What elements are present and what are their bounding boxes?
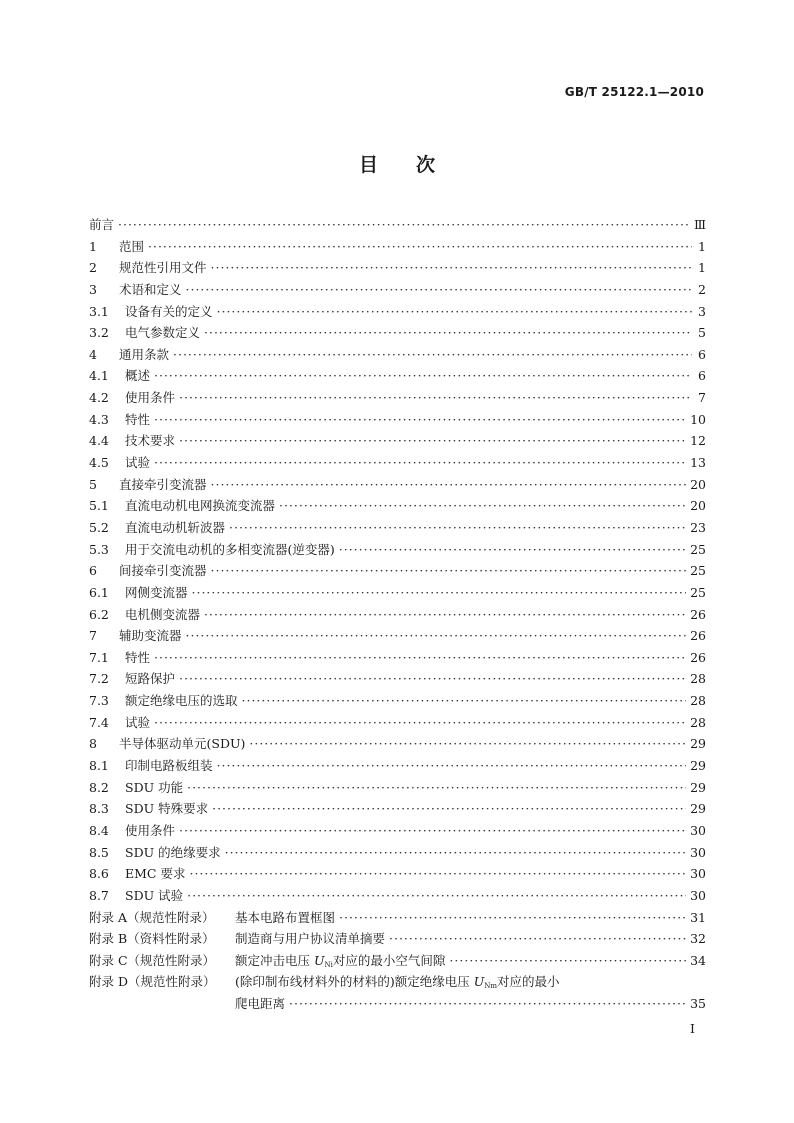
toc-entry[interactable]	[89, 712, 706, 734]
dot-leader	[187, 885, 686, 907]
appendix-page: 35	[690, 996, 706, 1012]
toc-entry-label: 前言	[89, 217, 115, 232]
toc-entry-label: 直接牵引变流器	[119, 476, 207, 492]
toc-entry-page: 25	[690, 584, 706, 600]
appendix-label-text: 对应的最小空气间隙	[332, 952, 446, 968]
toc-entry[interactable]	[89, 733, 706, 755]
dot-leader	[154, 647, 686, 669]
dot-leader	[279, 495, 686, 517]
appendix-page: 32	[690, 931, 706, 947]
toc-entry-page: 29	[690, 736, 706, 752]
appendix-label	[235, 971, 560, 993]
toc-entry-page: 10	[690, 411, 706, 427]
toc-entry-number: 7.4	[89, 714, 109, 730]
toc-entry-page: 12	[690, 433, 706, 449]
toc-entry-number: 8.4	[89, 822, 109, 838]
dot-leader	[179, 430, 686, 452]
toc-entry-label: EMC 要求	[125, 866, 186, 882]
toc-entry-page: 26	[690, 628, 706, 644]
toc-entry[interactable]	[89, 452, 706, 474]
toc-entry[interactable]	[89, 820, 706, 842]
toc-entry[interactable]	[89, 279, 706, 301]
toc-entry-number: 2	[89, 260, 97, 276]
voltage-subscript: Ni	[324, 960, 333, 969]
toc-entry-label: 半导体驱动单元(SDU)	[119, 736, 246, 752]
toc-entry-page: 3	[698, 303, 706, 319]
toc-entry-number: 6.2	[89, 606, 109, 622]
dot-leader	[173, 344, 692, 366]
toc-entry-number: 3.1	[89, 303, 109, 319]
toc-entry-page: 25	[690, 563, 706, 579]
toc-entry[interactable]	[89, 322, 706, 344]
toc-entry-label: 概述	[125, 368, 151, 384]
dot-leader	[212, 798, 686, 820]
toc-entry-number: 7.3	[89, 693, 109, 709]
dot-leader	[154, 712, 686, 734]
toc-entry[interactable]	[89, 301, 706, 323]
dot-leader	[154, 409, 686, 431]
toc-entry[interactable]	[89, 625, 706, 647]
dot-leader	[449, 950, 686, 972]
toc-entry[interactable]	[89, 387, 706, 409]
toc-entry[interactable]	[89, 344, 706, 366]
appendix-page: 31	[690, 909, 706, 925]
dot-leader	[229, 517, 686, 539]
toc-entry[interactable]	[89, 777, 706, 799]
page-number: I	[690, 1021, 695, 1036]
toc-entry-label: 规范性引用文件	[119, 260, 207, 276]
dot-leader	[148, 236, 692, 258]
toc-entry-page: 29	[690, 801, 706, 817]
toc-entry-page: 20	[690, 498, 706, 514]
dot-leader	[249, 733, 686, 755]
toc-entry-number: 8.3	[89, 801, 109, 817]
toc-entry[interactable]	[89, 863, 706, 885]
toc-entry-label: 特性	[125, 411, 151, 427]
dot-leader	[118, 214, 690, 236]
toc-entry-label: 直流电动机斩波器	[125, 519, 226, 535]
toc-entry-label: 电机侧变流器	[125, 606, 201, 622]
toc-entry[interactable]	[89, 430, 706, 452]
appendix-number: 附录 A（规范性附录）	[89, 909, 215, 925]
toc-entry-label: 通用条款	[119, 346, 170, 362]
toc-entry-label: 印制电路板组装	[125, 758, 213, 774]
voltage-symbol: U	[473, 974, 485, 990]
toc-entry[interactable]	[89, 647, 706, 669]
toc-entry[interactable]	[89, 214, 706, 236]
dot-leader	[339, 539, 686, 561]
toc-entry-page: 26	[690, 606, 706, 622]
toc-entry-label: 短路保护	[125, 671, 176, 687]
appendix-label: 制造商与用户协议清单摘要	[235, 931, 386, 947]
voltage-subscript: Nm	[484, 982, 498, 991]
dot-leader	[217, 755, 687, 777]
dot-leader	[289, 993, 686, 1015]
toc-entry-number: 4.5	[89, 455, 109, 471]
toc-entry-number: 5.1	[89, 498, 109, 514]
appendix-label: 基本电路布置框图	[235, 909, 336, 925]
dot-leader	[211, 560, 687, 582]
toc-entry-number: 3.2	[89, 325, 109, 341]
appendix-number: 附录 D（规范性附录）	[89, 974, 216, 990]
standard-number: GB/T 25122.1—2010	[564, 85, 704, 99]
dot-leader	[186, 279, 692, 301]
dot-leader	[204, 322, 692, 344]
toc-entry-number: 8	[89, 736, 97, 752]
appendix-number: 附录 C（规范性附录）	[89, 952, 216, 968]
toc-entry-label: 辅助变流器	[119, 628, 182, 644]
toc-entry-label: 术语和定义	[119, 281, 182, 297]
toc-entry-page: 28	[690, 693, 706, 709]
toc-entry-page: 13	[690, 455, 706, 471]
toc-entry-page: 1	[698, 238, 706, 254]
appendix-label	[235, 950, 445, 972]
toc-entry-label: 特性	[125, 649, 151, 665]
toc-entry-page: Ⅲ	[693, 217, 706, 232]
dot-leader	[339, 907, 686, 929]
toc-entry[interactable]	[89, 236, 706, 258]
toc-entry-number: 6	[89, 563, 97, 579]
toc-entry-number: 6.1	[89, 584, 109, 600]
toc-entry-number: 7.1	[89, 649, 109, 665]
toc-entry-page: 30	[690, 887, 706, 903]
toc-entry-number: 7	[89, 628, 97, 644]
page-title: 目次	[358, 154, 473, 176]
toc-entry[interactable]	[89, 495, 706, 517]
toc-entry-page: 28	[690, 671, 706, 687]
toc-entry-label: SDU 试验	[125, 887, 184, 903]
toc-entry-label: 网侧变流器	[125, 584, 188, 600]
dot-leader	[211, 257, 692, 279]
appendix-label-continuation: 爬电距离	[235, 996, 286, 1012]
dot-leader	[187, 777, 686, 799]
toc-entry-number: 8.5	[89, 844, 109, 860]
toc-entry-page: 23	[690, 519, 706, 535]
toc-entry-page: 30	[690, 822, 706, 838]
dot-leader	[154, 452, 686, 474]
toc-entry-label: 技术要求	[125, 433, 176, 449]
dot-leader	[189, 863, 686, 885]
toc-entry-label: 用于交流电动机的多相变流器(逆变器)	[125, 541, 335, 557]
toc-entry[interactable]	[89, 257, 706, 279]
toc-entry-number: 8.6	[89, 866, 109, 882]
toc-entry-number: 5.3	[89, 541, 109, 557]
toc-entry[interactable]	[89, 582, 706, 604]
dot-leader	[179, 820, 686, 842]
dot-leader	[154, 365, 692, 387]
toc-entry[interactable]	[89, 668, 706, 690]
toc-entry-label: 使用条件	[125, 822, 176, 838]
toc-entry[interactable]	[89, 517, 706, 539]
toc-entry-page: 29	[690, 779, 706, 795]
toc-entry-label: 试验	[125, 714, 151, 730]
toc-entry-page: 2	[698, 281, 706, 297]
toc-entry-label: 间接牵引变流器	[119, 563, 207, 579]
toc-entry[interactable]	[89, 885, 706, 907]
toc-entry-number: 8.2	[89, 779, 109, 795]
dot-leader	[211, 474, 687, 496]
toc-entry-label: 电气参数定义	[125, 325, 201, 341]
toc-appendix-entry[interactable]	[89, 950, 706, 972]
toc-entry-number: 1	[89, 238, 97, 254]
toc-entry-page: 29	[690, 758, 706, 774]
toc-entry-label: 额定绝缘电压的选取	[125, 693, 238, 709]
appendix-label-text: (除印制布线材料外的材料的)额定绝缘电压	[235, 974, 474, 990]
dot-leader	[389, 928, 686, 950]
dot-leader	[242, 690, 687, 712]
appendix-number: 附录 B（资料性附录）	[89, 931, 215, 947]
toc-entry-page: 30	[690, 866, 706, 882]
toc-entry-page: 5	[698, 325, 706, 341]
toc-entry-page: 1	[698, 260, 706, 276]
toc-entry[interactable]	[89, 755, 706, 777]
toc-entry-label: SDU 功能	[125, 779, 184, 795]
toc-entry-page: 30	[690, 844, 706, 860]
toc-entry-label: SDU 特殊要求	[125, 801, 209, 817]
toc-appendix-entry[interactable]	[89, 928, 706, 950]
toc-entry-number: 8.7	[89, 887, 109, 903]
dot-leader	[179, 387, 692, 409]
dot-leader	[179, 668, 686, 690]
toc-entry[interactable]	[89, 409, 706, 431]
toc-entry-number: 4.3	[89, 411, 109, 427]
table-of-contents	[89, 214, 706, 1015]
toc-entry[interactable]	[89, 842, 706, 864]
toc-entry-page: 6	[698, 346, 706, 362]
toc-appendix-continuation[interactable]	[89, 993, 706, 1015]
toc-entry-label: SDU 的绝缘要求	[125, 844, 221, 860]
toc-entry[interactable]	[89, 560, 706, 582]
toc-entry[interactable]	[89, 604, 706, 626]
toc-entry-page: 20	[690, 476, 706, 492]
toc-entry-number: 4.1	[89, 368, 109, 384]
dot-leader	[192, 582, 687, 604]
appendix-page: 34	[690, 952, 706, 968]
dot-leader	[217, 301, 692, 323]
toc-entry[interactable]	[89, 474, 706, 496]
appendix-label-text: 对应的最小	[497, 974, 560, 990]
toc-entry-label: 使用条件	[125, 390, 176, 406]
toc-entry-label: 设备有关的定义	[125, 303, 213, 319]
toc-entry-number: 7.2	[89, 671, 109, 687]
toc-entry-number: 4	[89, 346, 97, 362]
toc-entry-number: 4.4	[89, 433, 109, 449]
toc-entry-number: 8.1	[89, 758, 109, 774]
toc-entry-page: 28	[690, 714, 706, 730]
toc-entry[interactable]	[89, 365, 706, 387]
toc-entry-label: 试验	[125, 455, 151, 471]
toc-entry-number: 5	[89, 476, 97, 492]
toc-entry-label: 直流电动机电网换流变流器	[125, 498, 276, 514]
dot-leader	[186, 625, 687, 647]
toc-entry-number: 5.2	[89, 519, 109, 535]
toc-entry[interactable]	[89, 798, 706, 820]
toc-entry[interactable]	[89, 690, 706, 712]
voltage-symbol: U	[313, 952, 325, 968]
toc-appendix-entry[interactable]	[89, 971, 706, 993]
appendix-label-text: 额定冲击电压	[235, 952, 314, 968]
toc-entry-number: 3	[89, 281, 97, 297]
toc-entry-label: 范围	[119, 238, 145, 254]
toc-entry-page: 7	[698, 390, 706, 406]
toc-appendix-entry[interactable]	[89, 907, 706, 929]
dot-leader	[204, 604, 686, 626]
toc-entry-number: 4.2	[89, 390, 109, 406]
toc-entry-page: 26	[690, 649, 706, 665]
toc-entry-page: 6	[698, 368, 706, 384]
toc-entry-page: 25	[690, 541, 706, 557]
dot-leader	[225, 842, 687, 864]
toc-entry[interactable]	[89, 539, 706, 561]
